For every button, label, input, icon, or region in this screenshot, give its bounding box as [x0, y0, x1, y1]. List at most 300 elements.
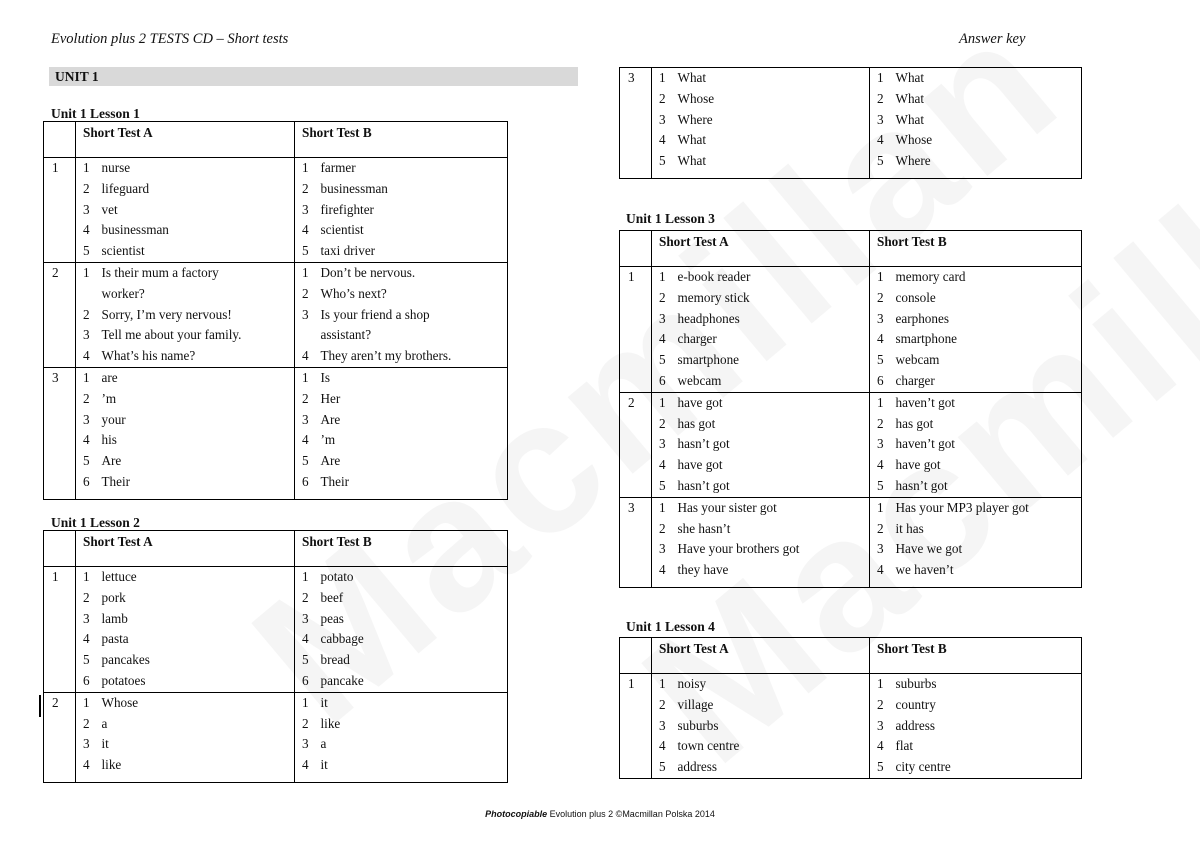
answer-b: cabbage: [320, 631, 364, 647]
table-row: [620, 110, 1082, 131]
section-spacer: [44, 179, 76, 200]
table-row: [44, 305, 508, 326]
item-number-a: 2: [652, 288, 677, 309]
padding-cell: [320, 493, 508, 500]
answer-a: his: [101, 432, 117, 448]
answer-b: suburbs: [895, 674, 1082, 695]
table-row: [44, 284, 508, 305]
answer-a: Has your sister got: [677, 497, 870, 518]
item-number-b: 3: [295, 609, 320, 630]
section-number: 3: [620, 68, 652, 89]
answer-b: memory card: [895, 267, 1082, 288]
section-number: 1: [620, 267, 652, 288]
answer-b: Where: [895, 153, 931, 169]
table-row: [44, 241, 508, 262]
table-row: [44, 734, 508, 755]
item-number-b: 3: [295, 305, 320, 326]
header-empty-cell: [44, 531, 76, 567]
answer-a: ’m: [101, 390, 117, 406]
item-number-a: 5: [652, 151, 677, 172]
table-row: [620, 519, 1082, 540]
table-row: [44, 671, 508, 692]
header-short-test-b: Short Test B: [870, 231, 1082, 267]
item-number-a: 4: [652, 329, 677, 350]
item-number-a: 5: [652, 350, 677, 371]
section-spacer: [620, 519, 652, 540]
item-number-b: 2: [295, 714, 320, 735]
item-number-b: 3: [870, 716, 895, 737]
answer-a: scientist: [101, 243, 145, 259]
section-spacer: [44, 609, 76, 630]
table-row: [44, 430, 508, 451]
answer-b: earphones: [895, 310, 949, 326]
item-number-b: 5: [295, 241, 320, 262]
answer-b: pancake: [320, 672, 364, 688]
item-number-b: 4: [870, 130, 895, 151]
section-spacer: [620, 151, 652, 172]
answer-b: assistant?: [320, 327, 372, 343]
table-row: [620, 350, 1082, 371]
section-spacer: [44, 671, 76, 692]
item-number-a: 2: [76, 588, 101, 609]
section-spacer: [44, 220, 76, 241]
item-number-b: 6: [295, 472, 320, 493]
answer-a: smartphone: [677, 352, 740, 368]
answer-b: taxi driver: [320, 243, 376, 259]
item-number-b: 3: [295, 200, 320, 221]
item-number-a: 2: [652, 519, 677, 540]
answer-a: Are: [101, 453, 122, 469]
answer-b: farmer: [320, 158, 508, 179]
table-row: [44, 609, 508, 630]
document-header-title: Evolution plus 2 TESTS CD – Short tests: [51, 31, 289, 47]
header-short-test-a: Short Test A: [76, 122, 295, 158]
answer-a: noisy: [677, 674, 870, 695]
padding-cell: [44, 493, 76, 500]
answer-b: flat: [895, 738, 914, 754]
answer-a: your: [101, 411, 126, 427]
item-number-b: 4: [295, 755, 320, 776]
answer-b: They aren’t my brothers.: [320, 348, 452, 364]
table-bottom-padding: [44, 776, 508, 783]
answer-b: Is: [320, 367, 508, 388]
item-number-b: 2: [870, 414, 895, 435]
section-spacer: [620, 350, 652, 371]
item-number-b: 2: [295, 588, 320, 609]
item-number-b: 1: [295, 367, 320, 388]
item-number-b: 4: [870, 560, 895, 581]
header-short-test-a: Short Test A: [652, 231, 870, 267]
table-row: [620, 68, 1082, 89]
table-row: [44, 714, 508, 735]
item-number-a: 4: [76, 346, 101, 367]
lesson-3-title: Unit 1 Lesson 3: [626, 211, 715, 226]
answer-b: scientist: [320, 222, 364, 238]
table-row: [44, 629, 508, 650]
lesson-2-continued-answer-table: [619, 67, 1082, 179]
section-spacer: [44, 755, 76, 776]
answer-a: Is their mum a factory: [101, 262, 295, 283]
item-number-b: 1: [295, 262, 320, 283]
section-spacer: [620, 89, 652, 110]
item-number-b: 1: [870, 674, 895, 695]
padding-cell: [295, 493, 320, 500]
lesson-4-title: Unit 1 Lesson 4: [626, 619, 715, 634]
table-bottom-padding: [44, 493, 508, 500]
item-number-b: 4: [295, 220, 320, 241]
item-number-a: 3: [652, 110, 677, 131]
item-number-b: 3: [295, 410, 320, 431]
lesson-3-answer-table: [619, 230, 1082, 588]
section-spacer: [44, 734, 76, 755]
item-number-b: 4: [870, 455, 895, 476]
item-number-b: 6: [870, 371, 895, 392]
answer-b: Are: [320, 411, 341, 427]
item-number-a: 1: [652, 674, 677, 695]
table-row: [620, 757, 1082, 778]
section-spacer: [620, 309, 652, 330]
item-number-b: 4: [295, 629, 320, 650]
table-row: [620, 267, 1082, 288]
item-number-a: 1: [76, 158, 101, 179]
answer-b: Are: [320, 453, 341, 469]
table-row: [620, 130, 1082, 151]
answer-a: like: [101, 757, 122, 773]
table-row: [44, 158, 508, 179]
item-number-b: 2: [870, 695, 895, 716]
answer-a: suburbs: [677, 717, 719, 733]
answer-a: Whose: [101, 692, 295, 713]
answer-b: businessman: [320, 180, 388, 196]
answer-a: a: [101, 715, 108, 731]
answer-b: haven’t got: [895, 392, 1082, 413]
section-spacer: [620, 539, 652, 560]
answer-a: nurse: [101, 158, 295, 179]
item-number-a: 1: [652, 68, 677, 89]
section-spacer: [44, 472, 76, 493]
padding-cell: [101, 493, 295, 500]
table-row: [44, 588, 508, 609]
section-number: 2: [44, 692, 76, 713]
padding-cell: [620, 581, 652, 588]
table-row: [620, 736, 1082, 757]
answer-a: Tell me about your family.: [101, 327, 242, 343]
section-spacer: [44, 200, 76, 221]
padding-cell: [101, 776, 295, 783]
answer-a: hasn’t got: [677, 436, 730, 452]
answer-a: have got: [677, 392, 870, 413]
header-short-test-b: Short Test B: [870, 638, 1082, 674]
item-number-b: 3: [870, 539, 895, 560]
answer-b: beef: [320, 589, 344, 605]
item-number-b: 3: [295, 734, 320, 755]
answer-b: it: [320, 757, 328, 773]
item-number-b: 3: [870, 110, 895, 131]
item-number-a: 2: [76, 305, 101, 326]
answer-a: she hasn’t: [677, 520, 731, 536]
answer-b: potato: [320, 567, 508, 588]
footer-copyright: Evolution plus 2 ©Macmillan Polska 2014: [547, 809, 715, 819]
table-row: [620, 89, 1082, 110]
item-number-a: 6: [76, 472, 101, 493]
answer-a: businessman: [101, 222, 169, 238]
section-spacer: [44, 451, 76, 472]
answer-a: they have: [677, 562, 729, 578]
answer-b: country: [895, 696, 936, 712]
table-row: [44, 567, 508, 588]
item-number-a: 2: [652, 89, 677, 110]
section-number: 1: [44, 567, 76, 588]
header-empty-cell: [620, 638, 652, 674]
item-number-b: 3: [870, 309, 895, 330]
section-spacer: [44, 346, 76, 367]
item-number-a: 6: [76, 671, 101, 692]
header-empty-cell: [620, 231, 652, 267]
document-header-answer-key: Answer key: [959, 31, 1026, 47]
answer-b: charger: [895, 372, 935, 388]
padding-cell: [895, 581, 1082, 588]
answer-a: hasn’t got: [677, 477, 730, 493]
answer-b: a: [320, 736, 327, 752]
item-number-b: 4: [870, 736, 895, 757]
table-row: [620, 539, 1082, 560]
answer-a: pasta: [101, 631, 129, 647]
header-short-test-b: Short Test B: [295, 122, 508, 158]
lesson-2-answer-table: [43, 530, 508, 783]
unit-title-bar: UNIT 1: [49, 67, 578, 86]
table-header-row: [620, 638, 1082, 674]
item-number-b: 3: [870, 434, 895, 455]
section-number: 2: [620, 392, 652, 413]
answer-b: What: [895, 111, 925, 127]
table-row: [44, 262, 508, 283]
table-row: [44, 179, 508, 200]
answer-a: village: [677, 696, 714, 712]
item-number-b: 5: [870, 151, 895, 172]
padding-cell: [44, 776, 76, 783]
answer-b: have got: [895, 457, 941, 473]
item-number-a: 3: [76, 325, 101, 346]
table-bottom-padding: [620, 172, 1082, 179]
answer-a: lettuce: [101, 567, 295, 588]
lesson-4-answer-table: [619, 637, 1082, 779]
item-number-a: 1: [652, 267, 677, 288]
item-number-b: 1: [870, 392, 895, 413]
answer-b: bread: [320, 652, 350, 668]
section-spacer: [620, 434, 652, 455]
header-short-test-b: Short Test B: [295, 531, 508, 567]
answer-a: What: [677, 132, 707, 148]
padding-cell: [677, 581, 870, 588]
item-number-a: 1: [76, 367, 101, 388]
padding-cell: [677, 172, 870, 179]
section-spacer: [44, 241, 76, 262]
item-number-b: 1: [295, 158, 320, 179]
table-header-row: [44, 122, 508, 158]
answer-a: Where: [677, 111, 713, 127]
answer-b: Have we got: [895, 541, 963, 557]
item-number-a: 6: [652, 371, 677, 392]
item-number-a: 1: [76, 567, 101, 588]
answer-a: pork: [101, 589, 126, 605]
table-row: [44, 220, 508, 241]
table-row: [620, 695, 1082, 716]
lesson-2-title: Unit 1 Lesson 2: [51, 515, 140, 530]
padding-cell: [652, 172, 677, 179]
item-number-b: 6: [295, 671, 320, 692]
item-number-a: 5: [652, 757, 677, 778]
padding-cell: [295, 776, 320, 783]
section-spacer: [44, 325, 76, 346]
table-row: [44, 325, 508, 346]
answer-a: headphones: [677, 310, 740, 326]
section-spacer: [44, 305, 76, 326]
table-row: [620, 288, 1082, 309]
item-number-a: 5: [76, 451, 101, 472]
table-row: [620, 716, 1082, 737]
answer-a: it: [101, 736, 109, 752]
item-number-b: 5: [870, 757, 895, 778]
answer-a: Have your brothers got: [677, 541, 800, 557]
table-header-row: [44, 531, 508, 567]
item-number-a: 3: [76, 200, 101, 221]
answer-a: Sorry, I’m very nervous!: [101, 306, 232, 322]
header-empty-cell: [44, 122, 76, 158]
answer-b: Her: [320, 390, 341, 406]
table-row: [620, 371, 1082, 392]
table-header-row: [620, 231, 1082, 267]
table-row: [44, 389, 508, 410]
item-number-a: 2: [76, 179, 101, 200]
item-number-a: 4: [652, 130, 677, 151]
table-row: [620, 414, 1082, 435]
item-number-a: 3: [652, 309, 677, 330]
section-spacer: [44, 410, 76, 431]
item-number-a: [76, 284, 101, 305]
answer-b: address: [895, 717, 936, 733]
section-number: 3: [44, 367, 76, 388]
padding-cell: [870, 581, 895, 588]
item-number-a: 1: [76, 262, 101, 283]
section-spacer: [44, 650, 76, 671]
table-row: [620, 455, 1082, 476]
padding-cell: [76, 776, 101, 783]
table-row: [620, 151, 1082, 172]
item-number-b: 4: [295, 346, 320, 367]
lesson-1-title: Unit 1 Lesson 1: [51, 106, 140, 121]
item-number-a: 4: [76, 220, 101, 241]
answer-b: has got: [895, 415, 934, 431]
item-number-b: 1: [870, 267, 895, 288]
answer-b: console: [895, 289, 936, 305]
item-number-a: 4: [76, 755, 101, 776]
section-spacer: [620, 110, 652, 131]
item-number-a: 5: [76, 241, 101, 262]
table-row: [620, 392, 1082, 413]
section-spacer: [44, 588, 76, 609]
item-number-a: 5: [652, 476, 677, 497]
answer-b: city centre: [895, 759, 951, 775]
item-number-a: 2: [652, 695, 677, 716]
item-number-a: 1: [652, 392, 677, 413]
table-row: [620, 434, 1082, 455]
answer-a: lifeguard: [101, 180, 150, 196]
section-spacer: [620, 476, 652, 497]
section-spacer: [620, 414, 652, 435]
answer-a: are: [101, 367, 295, 388]
padding-cell: [652, 581, 677, 588]
section-spacer: [620, 130, 652, 151]
answer-b: What: [895, 90, 925, 106]
padding-cell: [76, 493, 101, 500]
padding-cell: [320, 776, 508, 783]
answer-b: hasn’t got: [895, 477, 948, 493]
section-number: 3: [620, 497, 652, 518]
answer-b: peas: [320, 610, 344, 626]
item-number-a: 3: [652, 434, 677, 455]
item-number-a: 1: [76, 692, 101, 713]
header-short-test-a: Short Test A: [76, 531, 295, 567]
answer-b: Their: [320, 473, 350, 489]
answer-a: town centre: [677, 738, 740, 754]
item-number-b: 2: [870, 519, 895, 540]
item-number-a: 4: [652, 736, 677, 757]
table-row: [620, 309, 1082, 330]
section-spacer: [44, 629, 76, 650]
table-row: [620, 674, 1082, 695]
table-row: [620, 476, 1082, 497]
answer-b: firefighter: [320, 201, 374, 217]
answer-a: address: [677, 759, 718, 775]
item-number-b: 2: [870, 288, 895, 309]
table-row: [44, 410, 508, 431]
answer-b: it: [320, 692, 508, 713]
section-spacer: [44, 430, 76, 451]
item-number-a: 4: [652, 455, 677, 476]
item-number-b: 5: [870, 476, 895, 497]
item-number-a: 4: [76, 430, 101, 451]
item-number-b: 2: [295, 389, 320, 410]
answer-b: Has your MP3 player got: [895, 497, 1082, 518]
answer-a: charger: [677, 331, 717, 347]
item-number-b: 1: [295, 692, 320, 713]
item-number-b: 2: [295, 179, 320, 200]
padding-cell: [870, 172, 895, 179]
item-number-a: 3: [76, 734, 101, 755]
answer-a: have got: [677, 457, 723, 473]
section-spacer: [44, 714, 76, 735]
item-number-b: 1: [870, 497, 895, 518]
answer-b: haven’t got: [895, 436, 955, 452]
answer-b: ’m: [320, 432, 336, 448]
answer-a: e-book reader: [677, 267, 870, 288]
item-number-b: 5: [870, 350, 895, 371]
answer-b: Who’s next?: [320, 285, 387, 301]
item-number-a: 1: [652, 497, 677, 518]
answer-a: What’s his name?: [101, 348, 196, 364]
item-number-b: 5: [295, 451, 320, 472]
item-number-b: 1: [295, 567, 320, 588]
table-row: [44, 200, 508, 221]
section-spacer: [44, 284, 76, 305]
section-spacer: [620, 560, 652, 581]
section-spacer: [620, 288, 652, 309]
table-row: [44, 692, 508, 713]
answer-b: like: [320, 715, 341, 731]
item-number-b: 2: [295, 284, 320, 305]
answer-b: Whose: [895, 132, 933, 148]
answer-b: Is your friend a shop: [320, 306, 430, 322]
